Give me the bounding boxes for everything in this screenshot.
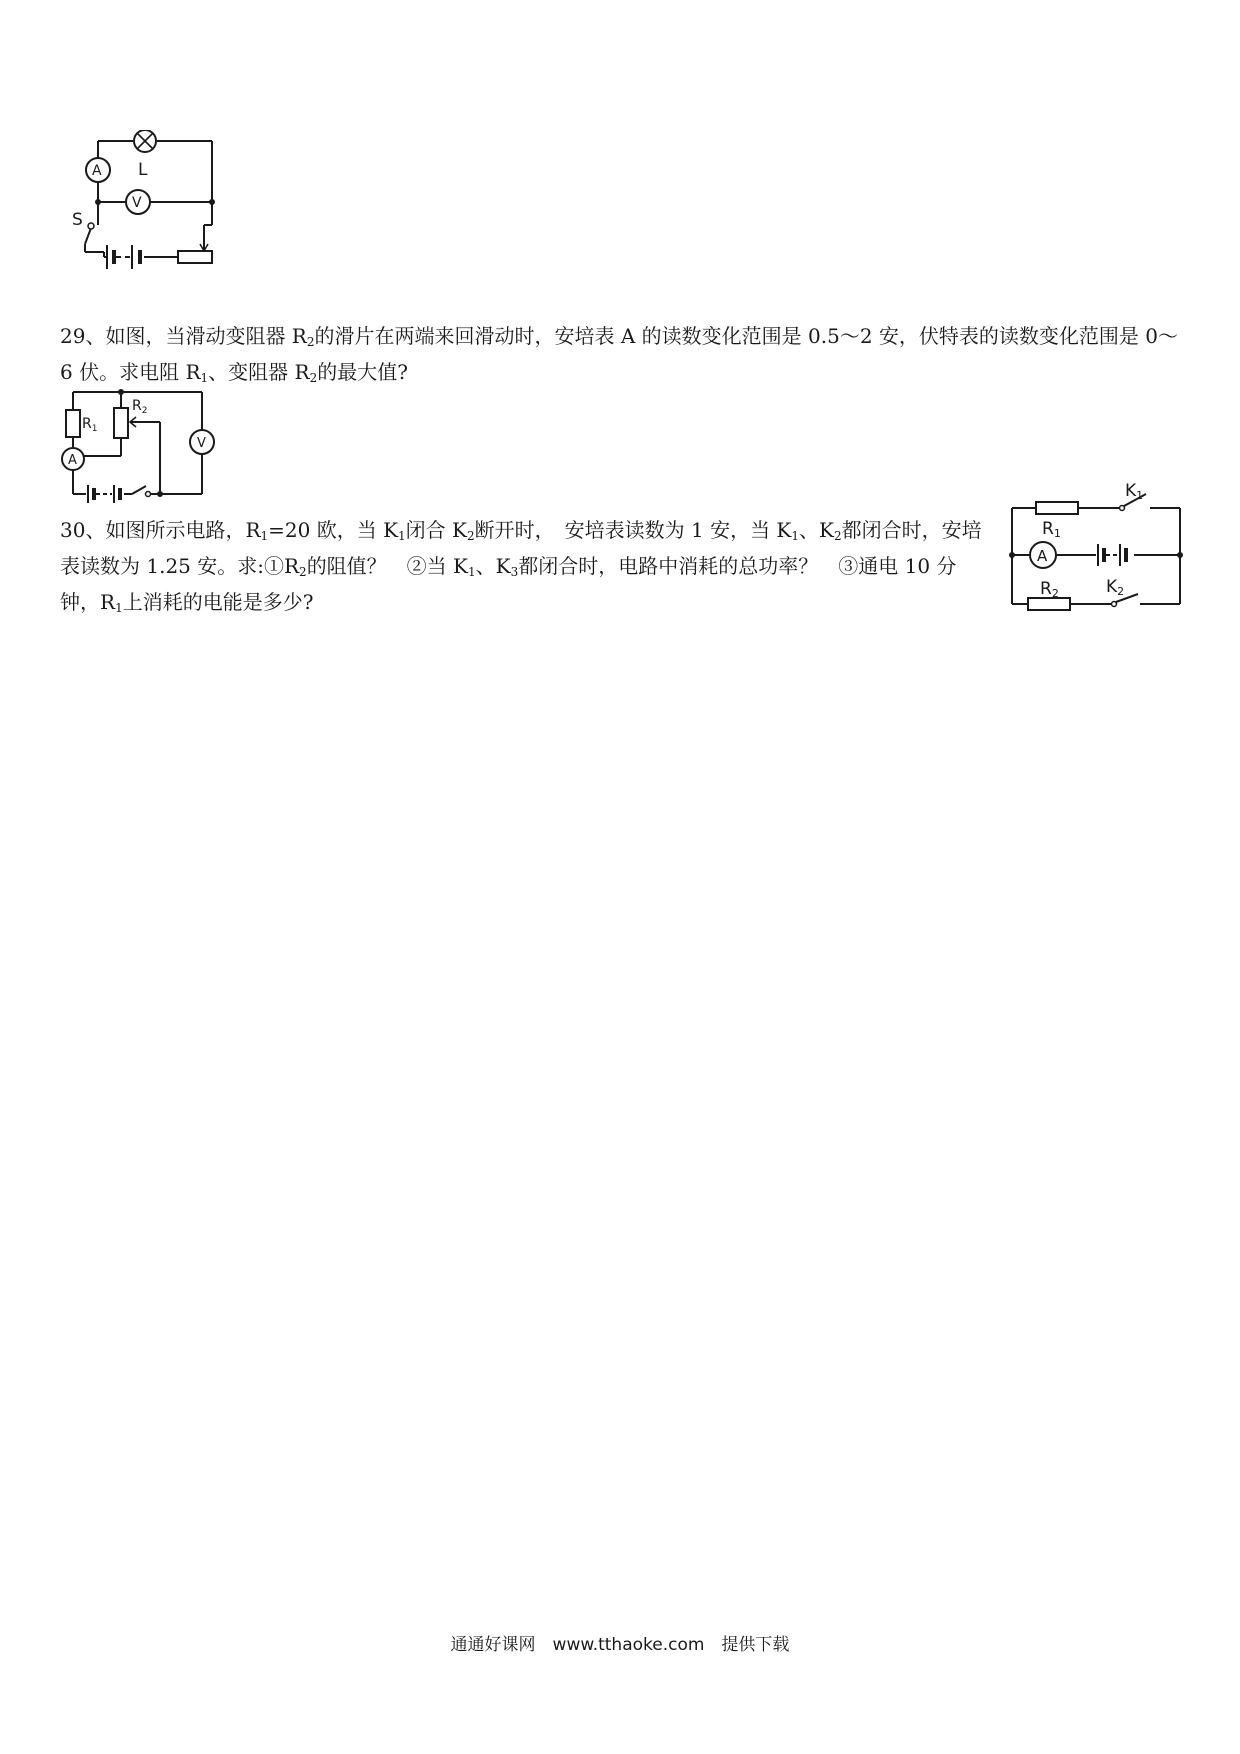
r1-label: $R_1$ xyxy=(82,416,98,434)
svg-text:A: A xyxy=(68,453,77,468)
ammeter-symbol xyxy=(86,158,110,182)
r2-label: $R_2$ xyxy=(132,398,148,416)
voltmeter-label: V xyxy=(132,195,142,211)
ammeter-symbol xyxy=(62,448,84,470)
voltmeter-symbol xyxy=(190,430,214,454)
r1-label: R1 xyxy=(1042,519,1061,540)
ammeter-symbol xyxy=(1030,542,1056,568)
lamp-symbol xyxy=(134,130,156,152)
svg-text:V: V xyxy=(197,436,206,451)
question-30: 30、如图所示电路，$R_1=20$ 欧，当 $K_1$闭合 $K_2$断开时， 安培表读数为 1 安，当 $K_1$、$K_2$都闭合时，安培表读数为 1.25 安。求$:①R_2$的阻值？ ②当 $K_1$、$K_3$都闭合时，电路中消耗的总功率？ ③通电 10 分钟，$R_1$上消耗的电能是多少? xyxy=(60,518,982,615)
k1-label: K1 xyxy=(1125,482,1144,502)
circuit-diagram-2 xyxy=(60,386,220,506)
k2-label: K2 xyxy=(1106,577,1125,598)
voltmeter-symbol xyxy=(126,190,150,214)
switch-label: S xyxy=(72,210,83,230)
page-footer: 通通好课网 www.tthaoke.com 提供下载 xyxy=(450,1635,790,1655)
circuit-diagram-3 xyxy=(1000,482,1200,612)
ammeter-label: A xyxy=(92,163,102,179)
question-29: 29、如图，当滑动变阻器 $R_2$的滑片在两端来回滑动时，安培表 A 的读数变化范围是 0.5～2 安，伏特表的读数变化范围是 0～6 伏。求电阻 $R_1$、变阻器 $R_2$的最大值? xyxy=(60,324,1179,385)
circuit-diagram-1 xyxy=(70,130,270,290)
r2-label: R2 xyxy=(1040,579,1059,600)
svg-text:A: A xyxy=(1037,547,1048,565)
lamp-label: L xyxy=(138,160,148,180)
